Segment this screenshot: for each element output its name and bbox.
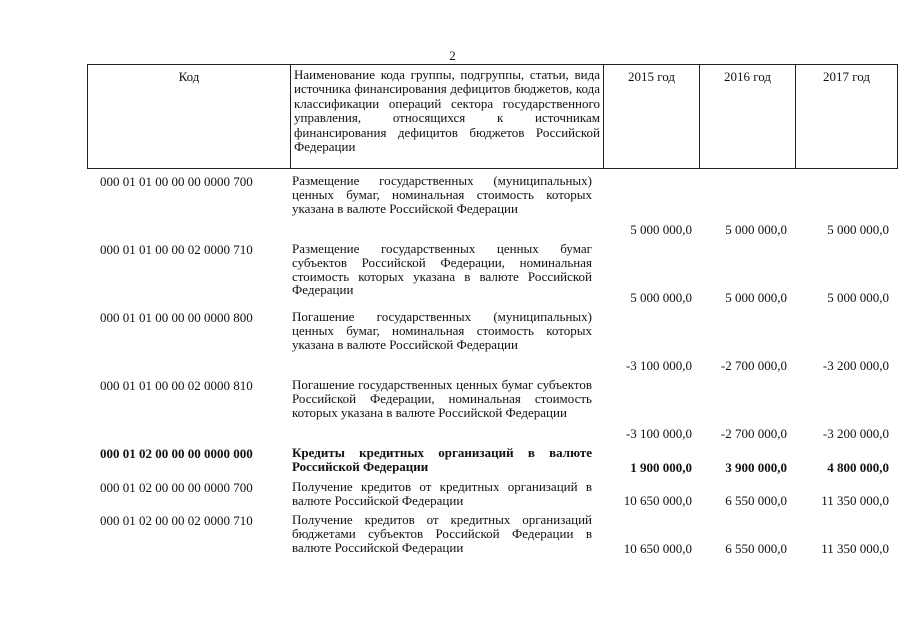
header-year-2015: 2015 год bbox=[604, 65, 700, 169]
table-body bbox=[87, 170, 897, 557]
row-code: 000 01 02 00 00 02 0000 710 bbox=[100, 513, 253, 528]
row-value-2016: 6 550 000,0 bbox=[725, 493, 787, 508]
row-code: 000 01 01 00 00 00 0000 700 bbox=[100, 174, 253, 189]
header-year-2016: 2016 год bbox=[700, 65, 796, 169]
row-value-2015: 5 000 000,0 bbox=[630, 222, 692, 237]
table-row bbox=[87, 374, 897, 442]
table-row bbox=[87, 476, 897, 509]
row-value-2016: 3 900 000,0 bbox=[725, 460, 787, 475]
row-value-2017: -3 200 000,0 bbox=[822, 426, 889, 441]
row-value-2017: -3 200 000,0 bbox=[822, 358, 889, 373]
row-value-2016: 6 550 000,0 bbox=[725, 541, 787, 556]
row-value-2015: 10 650 000,0 bbox=[623, 541, 692, 556]
row-value-2017: 4 800 000,0 bbox=[827, 460, 889, 475]
row-value-2017: 11 350 000,0 bbox=[821, 541, 889, 556]
row-value-2017: 5 000 000,0 bbox=[827, 290, 889, 305]
row-name: Получение кредитов от кредитных организаций бюджетами субъектов Российской Федерации в валюте Российской Федерации bbox=[292, 512, 592, 555]
row-code: 000 01 01 00 00 02 0000 810 bbox=[100, 378, 253, 393]
header-year-2017: 2017 год bbox=[796, 65, 898, 169]
row-name: Получение кредитов от кредитных организаций в валюте Российской Федерации bbox=[292, 479, 592, 508]
row-code: 000 01 01 00 00 00 0000 800 bbox=[100, 310, 253, 325]
table-row-total bbox=[87, 442, 897, 476]
row-name: Погашение государственных ценных бумаг субъектов Российской Федерации, номинальная стоимость которых указана в валюте Российской Федерации bbox=[292, 377, 592, 420]
table-row bbox=[87, 509, 897, 557]
row-name: Кредиты кредитных организаций в валюте Российской Федерации bbox=[292, 445, 592, 474]
row-value-2015: -3 100 000,0 bbox=[625, 426, 692, 441]
row-value-2016: -2 700 000,0 bbox=[720, 358, 787, 373]
row-value-2016: -2 700 000,0 bbox=[720, 426, 787, 441]
row-value-2016: 5 000 000,0 bbox=[725, 290, 787, 305]
row-value-2016: 5 000 000,0 bbox=[725, 222, 787, 237]
row-value-2015: 1 900 000,0 bbox=[630, 460, 692, 475]
header-code: Код bbox=[88, 65, 291, 169]
page-number: 2 bbox=[449, 48, 456, 63]
header-name: Наименование кода группы, подгруппы, статьи, вида источника финансирования дефицитов бюджетов, кода классификации операций сектора государственного управления, относящихся к источникам финансирования дефицитов бюджетов Российской Федерации bbox=[291, 65, 604, 169]
row-value-2017: 5 000 000,0 bbox=[827, 222, 889, 237]
row-value-2015: -3 100 000,0 bbox=[625, 358, 692, 373]
row-value-2015: 5 000 000,0 bbox=[630, 290, 692, 305]
table-row bbox=[87, 238, 897, 306]
row-code: 000 01 02 00 00 00 0000 700 bbox=[100, 480, 253, 495]
header-table bbox=[87, 64, 898, 169]
row-value-2017: 11 350 000,0 bbox=[821, 493, 889, 508]
table-row bbox=[87, 170, 897, 238]
row-code: 000 01 01 00 00 02 0000 710 bbox=[100, 242, 253, 257]
row-code: 000 01 02 00 00 00 0000 000 bbox=[100, 446, 253, 461]
row-value-2015: 10 650 000,0 bbox=[623, 493, 692, 508]
row-name: Размещение государственных ценных бумаг субъектов Российской Федерации, номинальная стоимость которых указана в валюте Российской Федерации bbox=[292, 241, 592, 298]
row-name: Размещение государственных (муниципальных) ценных бумаг, номинальная стоимость которых указана в валюте Российской Федерации bbox=[292, 173, 592, 216]
table-row bbox=[87, 306, 897, 374]
row-name: Погашение государственных (муниципальных) ценных бумаг, номинальная стоимость которых указана в валюте Российской Федерации bbox=[292, 309, 592, 352]
